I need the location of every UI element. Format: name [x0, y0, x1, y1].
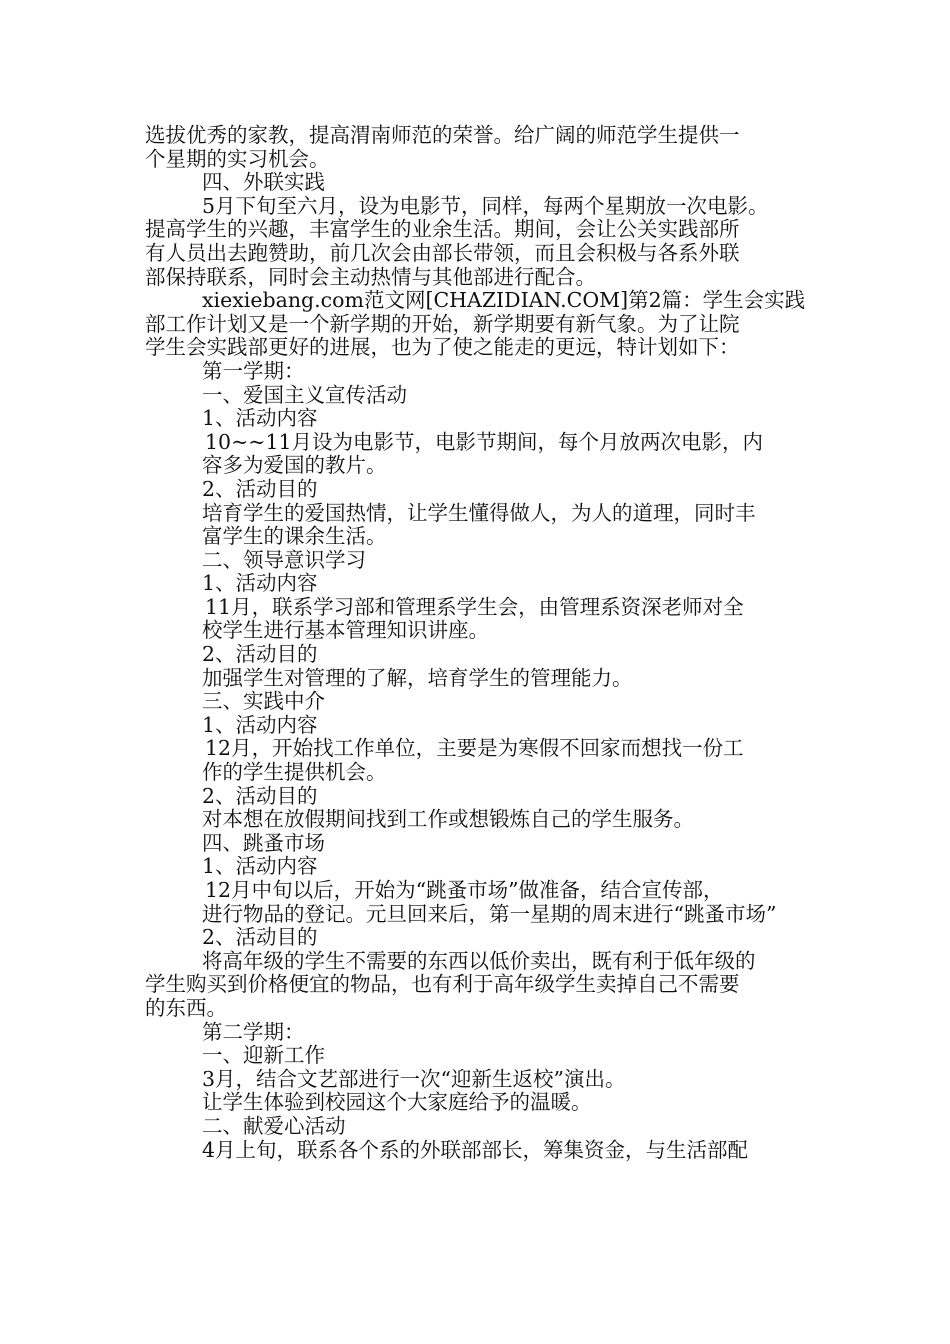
section-heading: 四、外联实践 — [202, 170, 325, 195]
document-body — [145, 124, 825, 1162]
text-line: 加强学生对管理的了解，培育学生的管理能力。 — [202, 665, 633, 690]
text-line: 让学生体验到校园这个大家庭给予的温暖。 — [202, 1090, 592, 1115]
text-line: 进行物品的登记。元旦回来后，第一星期的周末进行“跳蚤市场” — [202, 901, 777, 926]
text-line: 12月，开始找工作单位，主要是为寒假不回家而想找一份工 — [205, 736, 744, 761]
subsection-heading: 2、活动目的 — [202, 925, 318, 950]
section-heading: 二、领导意识学习 — [202, 547, 366, 572]
text-line: 11月，联系学习部和管理系学生会，由管理系资深老师对全 — [205, 594, 744, 619]
text-line: xiexiebang.com范文网[CHAZIDIAN.COM]第2篇：学生会实践 — [202, 288, 806, 313]
text-line: 校学生进行基本管理知识讲座。 — [202, 618, 489, 643]
text-line: 提高学生的兴趣，丰富学生的业余生活。期间，会让公关实践部所 — [145, 217, 740, 242]
text-line: 培育学生的爱国热情，让学生懂得做人，为人的道理，同时丰 — [202, 500, 756, 525]
text-line: 部保持联系，同时会主动热情与其他部进行配合。 — [145, 264, 596, 289]
text-line: 学生购买到价格便宜的物品，也有利于高年级学生卖掉自己不需要 — [145, 972, 740, 997]
text-line: 学生会实践部更好的进展，也为了使之能走的更远，特计划如下： — [145, 335, 740, 360]
subsection-heading: 1、活动内容 — [202, 571, 318, 596]
text-line: 容多为爱国的教片。 — [202, 453, 387, 478]
text-line: 的东西。 — [145, 995, 227, 1020]
text-line: 将高年级的学生不需要的东西以低价卖出，既有利于低年级的 — [202, 948, 756, 973]
subsection-heading: 1、活动内容 — [202, 406, 318, 431]
subsection-heading: 1、活动内容 — [202, 712, 318, 737]
section-heading: 四、跳蚤市场 — [202, 830, 325, 855]
subsection-heading: 2、活动目的 — [202, 783, 318, 808]
text-line: 12月中旬以后，开始为“跳蚤市场”做准备，结合宣传部， — [205, 878, 724, 902]
text-line: 10~~11月设为电影节，电影节期间，每个月放两次电影，内 — [205, 429, 764, 454]
section-heading: 一、爱国主义宣传活动 — [202, 382, 407, 407]
subsection-heading: 1、活动内容 — [202, 854, 318, 879]
text-line: 3月，结合文艺部进行一次“迎新生返校”演出。 — [202, 1066, 626, 1091]
text-line: 4月上旬，联系各个系的外联部部长，筹集资金，与生活部配 — [202, 1137, 749, 1162]
section-heading: 三、实践中介 — [202, 689, 325, 714]
section-heading: 二、献爱心活动 — [202, 1113, 346, 1138]
subsection-heading: 2、活动目的 — [202, 642, 318, 667]
text-line: 富学生的课余生活。 — [202, 524, 387, 549]
text-line: 部工作计划又是一个新学期的开始，新学期要有新气象。为了让院 — [145, 311, 740, 336]
section-heading: 第二学期： — [202, 1019, 305, 1044]
text-line: 作的学生提供机会。 — [202, 760, 387, 785]
text-line: 对本想在放假期间找到工作或想锻炼自己的学生服务。 — [202, 807, 694, 832]
section-heading: 第一学期： — [202, 358, 305, 383]
subsection-heading: 2、活动目的 — [202, 476, 318, 501]
text-line: 有人员出去跑赞助，前几次会由部长带领，而且会积极与各系外联 — [145, 240, 740, 265]
section-heading: 一、迎新工作 — [202, 1043, 325, 1068]
text-line: 个星期的实习机会。 — [145, 146, 330, 171]
text-line: 5月下旬至六月，设为电影节，同样，每两个星期放一次电影。 — [202, 193, 769, 218]
text-line: 选拔优秀的家教，提高渭南师范的荣誉。给广阔的师范学生提供一 — [145, 123, 740, 147]
